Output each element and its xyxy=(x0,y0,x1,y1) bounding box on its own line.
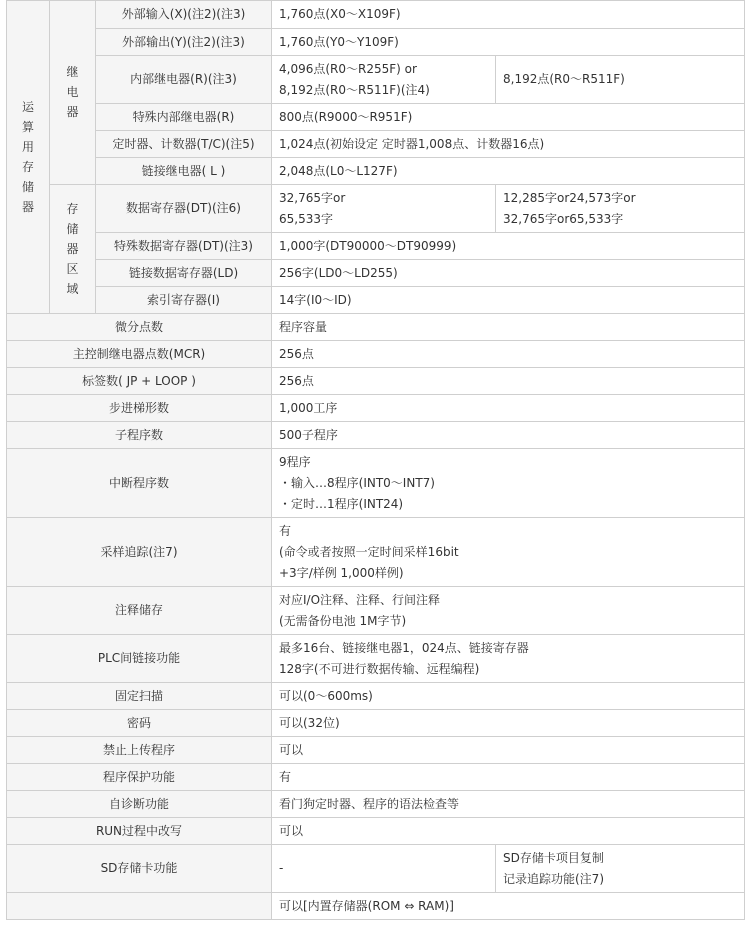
row-value-line: (命令或者按照一定时间采样16bit xyxy=(279,544,459,559)
table-row xyxy=(7,104,745,131)
table-row xyxy=(7,158,745,185)
row-label xyxy=(7,893,272,920)
row-value: 1,000字(DT90000～DT90999) xyxy=(272,233,745,260)
row-label: 中断程序数 xyxy=(7,449,272,518)
spec-table xyxy=(6,0,745,920)
row-value-line: 对应I/O注释、注释、行间注释 xyxy=(279,592,441,607)
row-label: 微分点数 xyxy=(7,314,272,341)
table-row xyxy=(7,287,745,314)
row-value: 800点(R9000～R951F) xyxy=(272,104,745,131)
table-row xyxy=(7,422,745,449)
row-label: 主控制继电器点数(MCR) xyxy=(7,341,272,368)
row-label: 采样追踪(注7) xyxy=(7,518,272,587)
row-value: 256字(LD0～LD255) xyxy=(272,260,745,287)
row-value-line: 有 xyxy=(279,523,292,538)
row-value: 1,000工序 xyxy=(272,395,745,422)
group-memory-cell xyxy=(7,1,50,314)
row-value xyxy=(272,518,745,587)
row-value: 可以(0～600ms) xyxy=(272,683,745,710)
row-label: 数据寄存器(DT)(注6) xyxy=(96,185,272,233)
table-row xyxy=(7,791,745,818)
row-value xyxy=(272,587,745,635)
row-value: - xyxy=(272,845,496,893)
row-label: 特殊内部继电器(R) xyxy=(96,104,272,131)
row-label: 外部输出(Y)(注2)(注3) xyxy=(96,29,272,56)
table-row xyxy=(7,341,745,368)
table-row xyxy=(7,260,745,287)
row-value-line: 32,765字or xyxy=(279,190,346,205)
row-value-line: ・定时…1程序(INT24) xyxy=(279,496,404,511)
row-label: 链接数据寄存器(LD) xyxy=(96,260,272,287)
table-row xyxy=(7,185,745,233)
table-row xyxy=(7,395,745,422)
table-row xyxy=(7,518,745,587)
row-value-line: 9程序 xyxy=(279,454,311,469)
row-value: 1,760点(X0～X109F) xyxy=(272,1,745,29)
group-register-cell xyxy=(50,185,96,314)
table-row xyxy=(7,764,745,791)
group-register-label: 存储器区域 xyxy=(66,201,79,296)
row-label: 自诊断功能 xyxy=(7,791,272,818)
row-value-line: (无需备份电池 1M字节) xyxy=(279,613,407,628)
table-row xyxy=(7,314,745,341)
table-row xyxy=(7,1,745,29)
group-relay-cell xyxy=(50,1,96,185)
row-value-line: 4,096点(R0～R255F) or xyxy=(279,61,417,76)
row-value xyxy=(272,56,496,104)
table-row xyxy=(7,449,745,518)
row-label: RUN过程中改写 xyxy=(7,818,272,845)
table-row xyxy=(7,683,745,710)
row-value-line: SD存储卡项目复制 xyxy=(503,850,604,865)
row-label: 特殊数据寄存器(DT)(注3) xyxy=(96,233,272,260)
row-value-line: +3字/样例 1,000样例) xyxy=(279,565,404,580)
table-row xyxy=(7,737,745,764)
row-value-line: 32,765字or65,533字 xyxy=(503,211,624,226)
table-row xyxy=(7,368,745,395)
row-value: 可以 xyxy=(272,737,745,764)
row-label: SD存储卡功能 xyxy=(7,845,272,893)
row-value: 程序容量 xyxy=(272,314,745,341)
row-value: 可以(32位) xyxy=(272,710,745,737)
row-value-line: 记录追踪功能(注7) xyxy=(503,871,604,886)
row-value: 256点 xyxy=(272,341,745,368)
row-value xyxy=(272,449,745,518)
row-value-line: 12,285字or24,573字or xyxy=(503,190,636,205)
row-label: 外部输入(X)(注2)(注3) xyxy=(96,1,272,29)
row-value: 看门狗定时器、程序的语法检查等 xyxy=(272,791,745,818)
row-value-line: 128字(不可进行数据传输、远程编程) xyxy=(279,661,480,676)
row-value: 2,048点(L0～L127F) xyxy=(272,158,745,185)
row-label: 内部继电器(R)(注3) xyxy=(96,56,272,104)
table-row xyxy=(7,587,745,635)
group-relay-label: 继电器 xyxy=(66,65,79,119)
row-value xyxy=(272,185,496,233)
row-value-alt: 8,192点(R0～R511F) xyxy=(496,56,745,104)
row-value: 可以[内置存储器(ROM ⇔ RAM)] xyxy=(272,893,745,920)
row-value: 有 xyxy=(272,764,745,791)
row-label: 子程序数 xyxy=(7,422,272,449)
row-value: 500子程序 xyxy=(272,422,745,449)
row-label: 链接继电器( L ) xyxy=(96,158,272,185)
row-label: 密码 xyxy=(7,710,272,737)
row-label: 定时器、计数器(T/C)(注5) xyxy=(96,131,272,158)
table-row xyxy=(7,29,745,56)
row-value: 可以 xyxy=(272,818,745,845)
row-label: 步进梯形数 xyxy=(7,395,272,422)
row-value: 1,760点(Y0～Y109F) xyxy=(272,29,745,56)
row-label: 禁止上传程序 xyxy=(7,737,272,764)
row-value: 1,024点(初始设定 定时器1,008点、计数器16点) xyxy=(272,131,745,158)
table-row xyxy=(7,56,745,104)
row-label: PLC间链接功能 xyxy=(7,635,272,683)
row-label: 索引寄存器(I) xyxy=(96,287,272,314)
row-label: 标签数( JP + LOOP ) xyxy=(7,368,272,395)
table-row xyxy=(7,710,745,737)
row-label: 程序保护功能 xyxy=(7,764,272,791)
row-value-line: 65,533字 xyxy=(279,211,333,226)
table-row xyxy=(7,131,745,158)
row-value-line: ・输入…8程序(INT0～INT7) xyxy=(279,475,435,490)
row-value-line: 最多16台、链接继电器1，024点、链接寄存器 xyxy=(279,640,529,655)
row-value-alt xyxy=(496,185,745,233)
row-value: 14字(I0～ID) xyxy=(272,287,745,314)
row-value xyxy=(272,635,745,683)
row-value: 256点 xyxy=(272,368,745,395)
row-label: 固定扫描 xyxy=(7,683,272,710)
row-value-line: 8,192点(R0～R511F)(注4) xyxy=(279,82,430,97)
table-row xyxy=(7,893,745,920)
table-row xyxy=(7,635,745,683)
row-value-alt xyxy=(496,845,745,893)
group-memory-label: 运算用存储器 xyxy=(21,99,34,214)
table-row xyxy=(7,233,745,260)
table-row xyxy=(7,818,745,845)
table-row xyxy=(7,845,745,893)
row-label: 注释储存 xyxy=(7,587,272,635)
